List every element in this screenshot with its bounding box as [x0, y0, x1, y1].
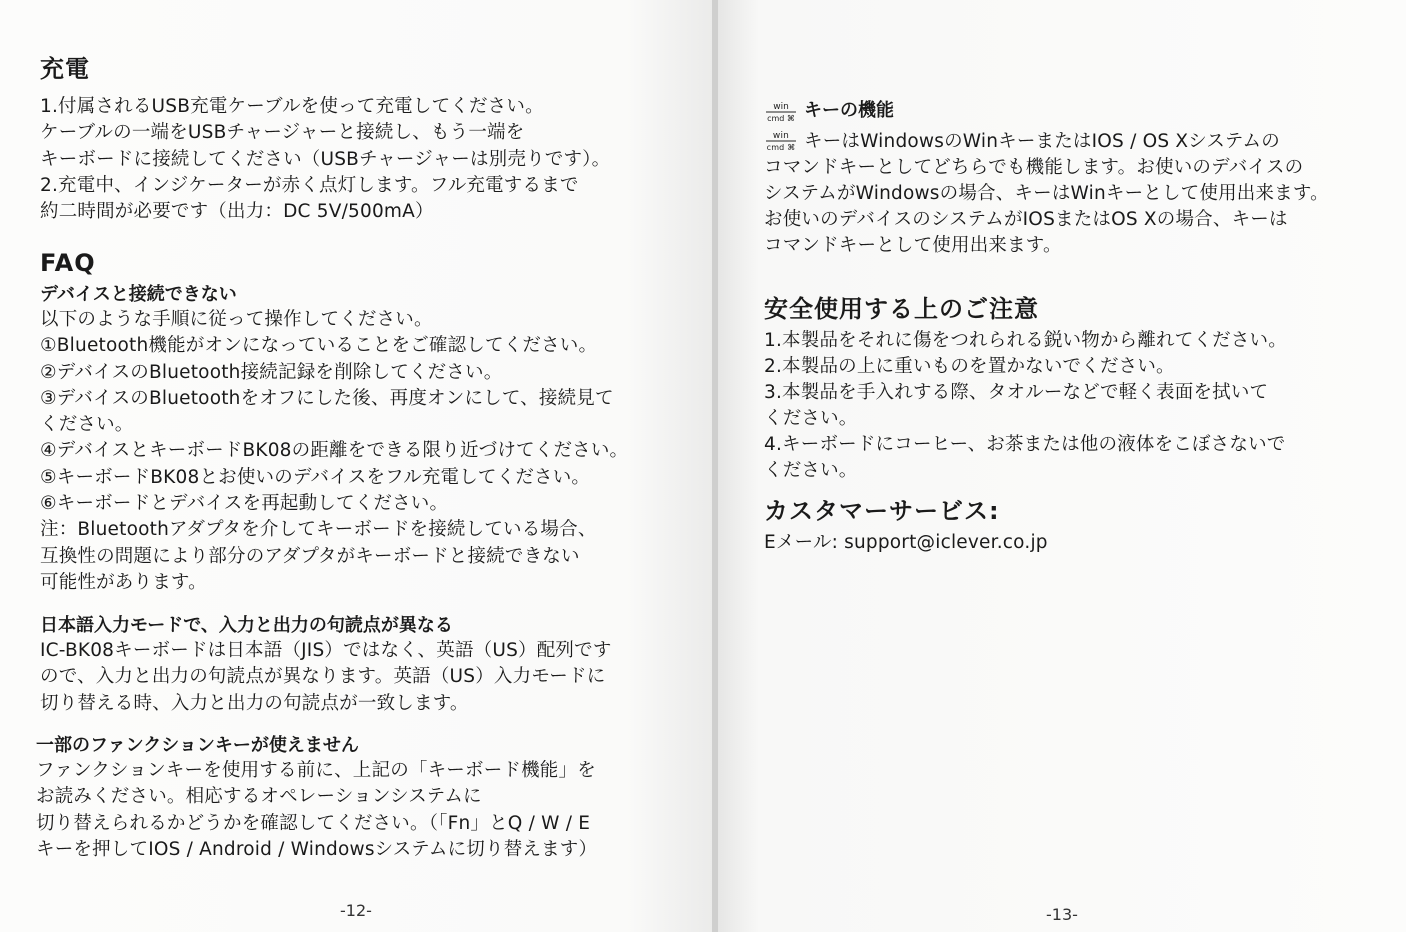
- text-line: ⑤キーボードBK08とお使いのデバイスをフル充電してください。: [40, 466, 591, 488]
- text-line: 1.本製品をそれに傷をつれられる鋭い物から離れてください。: [764, 330, 1287, 351]
- text-line: ①Bluetooth機能がオンになっていることをご確認してください。: [40, 335, 598, 357]
- text-line: お使いのデバイスのシステムがIOSまたはOS Xの場合、キーは: [764, 209, 1288, 230]
- text-line: 可能性があります。: [40, 571, 207, 593]
- text-line: 以下のような手順に従って操作してください。: [40, 309, 433, 330]
- faq-q3-body: [36, 758, 692, 863]
- win-cmd-key-icon: [764, 129, 798, 151]
- text-line: システムがWindowsの場合、キーはWinキーとして使用出来ます。: [764, 183, 1329, 204]
- svg-text:win: win: [773, 101, 789, 112]
- text-line: ⑥キーボードとデバイスを再起動してください。: [40, 493, 449, 515]
- safety-body: [764, 328, 1398, 484]
- text-line: キーボードに接続してください（USBチャージャーは別売りです）。: [40, 148, 611, 170]
- customer-service-heading: カスタマーサービス:: [764, 497, 1000, 525]
- key-function-heading-row: [764, 98, 1398, 123]
- text-line: ④デバイスとキーボードBK08の距離をできる限り近づけてください。: [40, 440, 629, 462]
- text-line: 約二時間が必要です（出力：DC 5V/500mA）: [40, 201, 434, 223]
- faq-q2-title: 日本語入力モードで、入力と出力の句読点が異なる: [40, 615, 453, 636]
- faq-q3-title: 一部のファンクションキーが使えません: [36, 735, 359, 756]
- win-cmd-key-icon: [764, 99, 798, 123]
- charge-section: [40, 54, 692, 225]
- text-line: キーを押してIOS / Android / Windowsシステムに切り替えます）: [36, 838, 598, 860]
- text-line: 切り替えられるかどうかを確認してください。（「Fn」とQ / W / E: [36, 812, 591, 834]
- text-line: IC-BK08キーボードは日本語（JIS）ではなく、英語（US）配列です: [40, 640, 612, 661]
- text-line: 2.本製品の上に重いものを置かないでください。: [764, 356, 1175, 377]
- key-function-first-line: [764, 129, 1398, 155]
- page-number-right: -13-: [1046, 905, 1078, 924]
- text-line: ので、入力と出力の句読点が異なります。英語（US）入力モードに: [40, 666, 606, 688]
- support-email: Eメール: support@iclever.co.jp: [764, 532, 1048, 553]
- customer-service-section: [764, 496, 1398, 556]
- svg-text:cmd ⌘: cmd ⌘: [766, 143, 796, 151]
- text-line: 1.付属されるUSB充電ケーブルを使って充電してください。: [40, 96, 544, 117]
- charge-heading: 充電: [40, 55, 90, 83]
- faq-q1-title: デバイスと接続できない: [40, 284, 237, 305]
- key-function-heading: キーの機能: [804, 100, 894, 121]
- text-line: 2.充電中、インジケーターが赤く点灯します。フル充電するまで: [40, 174, 579, 196]
- text-line: 切り替える時、入力と出力の句読点が一致します。: [40, 692, 469, 714]
- text-line: ケーブルの一端をUSBチャージャーと接続し、もう一端を: [40, 122, 525, 144]
- right-page: [718, 0, 1406, 932]
- safety-section: [764, 294, 1398, 484]
- text-line: 3.本製品を手入れする際、タオルーなどで軽く表面を拭いて: [764, 382, 1269, 403]
- faq-q2-body: [40, 638, 692, 717]
- faq-section: [40, 248, 692, 596]
- text-line: ②デバイスのBluetooth接続記録を削除してください。: [40, 361, 503, 383]
- faq-q2: [40, 613, 692, 717]
- text-line: ください。: [764, 408, 858, 429]
- text-line: ファンクションキーを使用する前に、上記の「キーボード機能」を: [36, 760, 596, 781]
- svg-text:cmd ⌘: cmd ⌘: [767, 113, 795, 123]
- key-function-section: [764, 98, 1398, 259]
- faq-heading: FAQ: [40, 249, 96, 277]
- faq-q3: [36, 733, 692, 863]
- text-line: ③デバイスのBluetoothをオフにした後、再度オンにして、接続見て: [40, 387, 614, 409]
- svg-text:win: win: [772, 131, 790, 141]
- page-number-left: -12-: [340, 901, 372, 920]
- faq-q1-body: [40, 307, 692, 596]
- text-line: コマンドキーとして使用出来ます。: [764, 235, 1062, 256]
- text-line: 互換性の問題により部分のアダプタがキーボードと接続できない: [40, 545, 580, 567]
- text-line: 注：Bluetoothアダプタを介してキーボードを接続している場合、: [40, 519, 597, 541]
- text-line: 4.キーボードにコーヒー、お茶または他の液体をこぼさないで: [764, 434, 1286, 455]
- text-line: キーはWindowsのWinキーまたはIOS / OS Xシステムの: [804, 131, 1280, 152]
- text-line: お読みください。相応するオペレーションシステムに: [36, 786, 482, 808]
- text-line: コマンドキーとしてどちらでも機能します。お使いのデバイスの: [764, 157, 1304, 178]
- text-line: ください。: [40, 414, 134, 436]
- text-line: ください。: [764, 460, 858, 481]
- safety-heading: 安全使用する上のご注意: [764, 295, 1039, 323]
- charge-body: [40, 94, 692, 225]
